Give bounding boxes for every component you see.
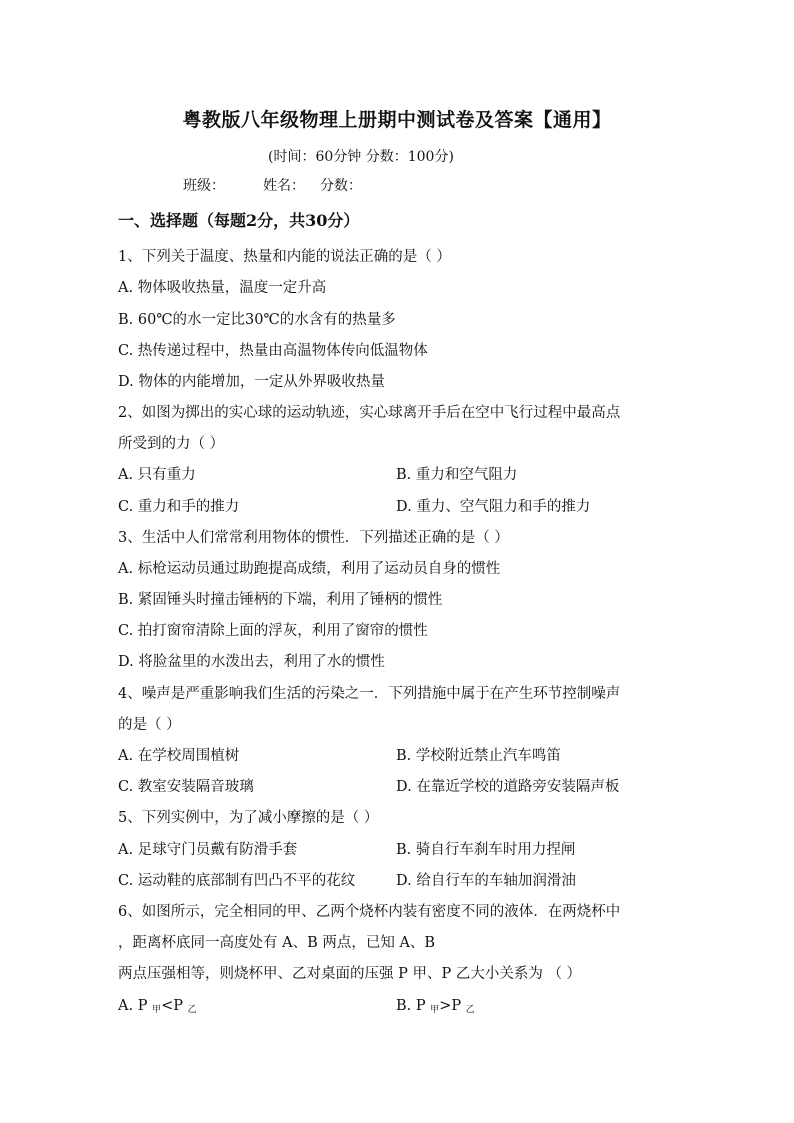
question-4-stem-cont: 的是（ ） (118, 717, 181, 733)
question-1-option-a: A. 物体吸收热量，温度一定升高 (118, 280, 327, 296)
question-3-option-b: B. 紧固锤头时撞击锤柄的下端，利用了锤柄的惯性 (118, 592, 443, 608)
question-3-option-d: D. 将脸盆里的水泼出去，利用了水的惯性 (118, 654, 385, 670)
option-text: <P (161, 998, 188, 1014)
subscript: 乙 (187, 1005, 197, 1015)
question-5-option-b: B. 骑自行车刹车时用力捏闸 (396, 842, 576, 858)
class-label: 班级： (183, 178, 225, 194)
question-5-stem: 5、下列实例中，为了减小摩擦的是（ ） (118, 810, 379, 826)
exam-time-score: (时间：60分钟 分数：100分) (268, 149, 454, 165)
question-5-option-c: C. 运动鞋的底部制有凹凸不平的花纹 (118, 873, 356, 889)
page-title: 粤教版八年级物理上册期中测试卷及答案【通用】 (182, 109, 612, 131)
question-2-stem-cont: 所受到的力（ ） (118, 436, 225, 452)
question-4-option-b: B. 学校附近禁止汽车鸣笛 (396, 748, 561, 764)
question-6-stem-cont-2: 两点压强相等，则烧杯甲、乙对桌面的压强 P 甲、P 乙大小关系为 （ ） (118, 966, 582, 982)
question-1-option-c: C. 热传递过程中，热量由高温物体传向低温物体 (118, 343, 428, 359)
question-1-stem: 1、下列关于温度、热量和内能的说法正确的是（ ） (118, 249, 451, 265)
question-4-option-d: D. 在靠近学校的道路旁安装隔声板 (396, 779, 620, 795)
question-2-stem: 2、如图为掷出的实心球的运动轨迹，实心球离开手后在空中飞行过程中最高点 (118, 405, 621, 421)
question-2-option-c: C. 重力和手的推力 (118, 499, 240, 515)
question-1-option-d: D. 物体的内能增加，一定从外界吸收热量 (118, 374, 385, 390)
section-heading: 一、选择题（每题2分，共30分） (118, 211, 360, 230)
question-4-option-c: C. 教室安装隔音玻璃 (118, 779, 254, 795)
question-2-option-b: B. 重力和空气阻力 (396, 467, 518, 483)
question-4-option-a: A. 在学校周围植树 (118, 748, 240, 764)
question-2-option-a: A. 只有重力 (118, 467, 196, 483)
question-5-option-a: A. 足球守门员戴有防滑手套 (118, 842, 298, 858)
subscript: 甲 (152, 1005, 162, 1015)
score-label: 分数： (320, 178, 362, 194)
question-3-option-c: C. 拍打窗帘清除上面的浮灰，利用了窗帘的惯性 (118, 623, 428, 639)
option-text: >P (439, 998, 466, 1014)
name-label: 姓名： (263, 178, 305, 194)
question-1-option-b: B. 60℃的水一定比30℃的水含有的热量多 (118, 312, 396, 328)
question-6-option-a (118, 996, 197, 1020)
question-3-stem: 3、生活中人们常常利用物体的惯性．下列描述正确的是（ ） (118, 530, 509, 546)
question-6-stem: 6、如图所示，完全相同的甲、乙两个烧杯内装有密度不同的液体．在两烧杯中 (118, 904, 621, 920)
question-5-option-d: D. 给自行车的车轴加润滑油 (396, 873, 576, 889)
option-text: B. P (396, 998, 431, 1014)
question-3-option-a: A. 标枪运动员通过助跑提高成绩，利用了运动员自身的惯性 (118, 561, 501, 577)
subscript: 乙 (465, 1005, 475, 1015)
question-6-stem-cont: ，距离杯底同一高度处有 A、B 两点，已知 A、B (118, 935, 436, 951)
question-2-option-d: D. 重力、空气阻力和手的推力 (396, 499, 591, 515)
subscript: 甲 (430, 1005, 440, 1015)
question-4-stem: 4、噪声是严重影响我们生活的污染之一．下列措施中属于在产生环节控制噪声 (118, 686, 621, 702)
option-text: A. P (118, 998, 153, 1014)
question-6-option-b (396, 996, 475, 1020)
